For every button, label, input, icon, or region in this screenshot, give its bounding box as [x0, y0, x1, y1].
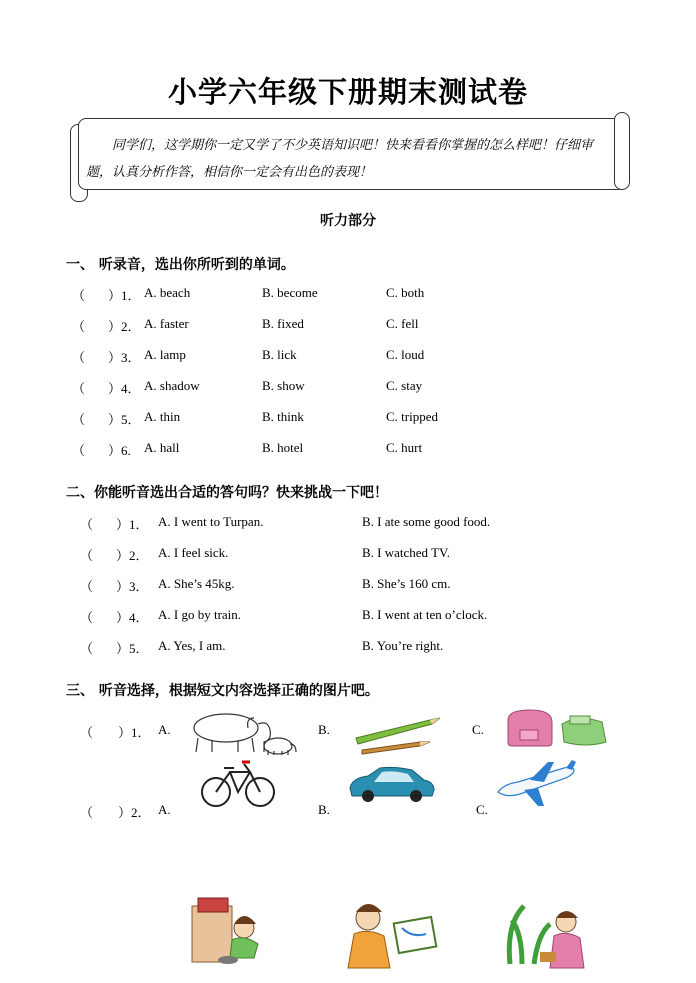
answer-bracket[interactable]: （ — [72, 412, 86, 427]
scroll-curl-right — [614, 112, 630, 190]
question-row — [80, 514, 680, 534]
item-number: ）1． — [116, 517, 149, 532]
option-a: A. beach — [144, 285, 191, 300]
bags-icon — [502, 708, 608, 748]
option-a: A. — [158, 802, 171, 817]
section-3-heading: 三、 听音选择，根据短文内容选择正确的图片吧。 — [66, 683, 379, 699]
item-number: ）2． — [116, 548, 149, 563]
section-2-heading: 二、你能听音选出合适的答句吗？快来挑战一下吧！ — [66, 485, 388, 501]
option-b: B. I watched TV. — [362, 545, 450, 560]
answer-bracket[interactable]: （ — [72, 350, 86, 365]
answer-bracket[interactable]: （ — [80, 610, 94, 625]
option-a: A. faster — [144, 316, 189, 331]
answer-bracket[interactable]: （ — [72, 381, 86, 396]
item-number: ）4． — [108, 381, 141, 396]
question-row — [72, 378, 672, 398]
section-3-row-2 — [80, 802, 680, 822]
item-number: ）2． — [108, 319, 141, 334]
question-row — [72, 347, 672, 367]
option-b: B. become — [262, 285, 318, 300]
item-number: ）3． — [116, 579, 149, 594]
item-number: ）6. — [108, 443, 131, 458]
question-row — [80, 576, 680, 596]
item-number: ）5． — [108, 412, 141, 427]
option-b: B. show — [262, 378, 305, 393]
listening-part-title: 听力部分 — [320, 213, 376, 229]
option-b: B. lick — [262, 347, 297, 362]
pencils-icon — [352, 712, 444, 756]
question-row — [80, 638, 680, 658]
option-a: A. thin — [144, 409, 181, 424]
answer-bracket[interactable]: （ — [80, 805, 94, 820]
option-b: B. I went at ten o’clock. — [362, 607, 488, 622]
answer-bracket[interactable]: （ — [80, 725, 94, 740]
answer-bracket[interactable]: （ — [72, 443, 86, 458]
option-c: C. both — [386, 285, 425, 300]
option-c: C. — [476, 802, 488, 817]
question-row — [80, 607, 680, 627]
page-title: 小学六年级下册期末测试卷 — [167, 75, 528, 109]
option-b: B. I ate some good food. — [362, 514, 491, 529]
bicycle-icon — [200, 756, 276, 810]
answer-bracket[interactable]: （ — [72, 319, 86, 334]
answer-bracket[interactable]: （ — [80, 641, 94, 656]
option-a: A. lamp — [144, 347, 186, 362]
item-number: ）3． — [108, 350, 141, 365]
option-b: B. fixed — [262, 316, 304, 331]
option-b: B. You’re right. — [362, 638, 444, 653]
question-row — [80, 545, 680, 565]
girl-cleaning-icon — [188, 896, 278, 968]
option-a: A. She’s 45kg. — [158, 576, 235, 591]
section-1-heading: 一、 听录音，选出你所听到的单词。 — [66, 257, 295, 273]
item-number: ）5． — [116, 641, 149, 656]
option-b: B. — [318, 722, 330, 737]
item-number: ）1． — [118, 725, 151, 740]
question-row — [72, 316, 672, 336]
option-b: B. She’s 160 cm. — [362, 576, 451, 591]
item-number: ）4． — [116, 610, 149, 625]
option-b: B. hotel — [262, 440, 304, 455]
elephant-icon — [178, 708, 300, 756]
answer-bracket[interactable]: （ — [80, 548, 94, 563]
girl-watering-icon — [500, 904, 600, 970]
option-a: A. I feel sick. — [158, 545, 229, 560]
option-c: C. hurt — [386, 440, 423, 455]
option-c: C. — [472, 722, 484, 737]
option-a: A. hall — [144, 440, 180, 455]
answer-bracket[interactable]: （ — [80, 517, 94, 532]
option-a: A. I went to Turpan. — [158, 514, 264, 529]
option-a: A. Yes, I am. — [158, 638, 226, 653]
option-a: A. I go by train. — [158, 607, 242, 622]
question-row — [72, 285, 672, 305]
option-b: B. — [318, 802, 330, 817]
option-c: C. fell — [386, 316, 419, 331]
option-a: A. — [158, 722, 171, 737]
option-a: A. shadow — [144, 378, 200, 393]
option-c: C. loud — [386, 347, 425, 362]
car-icon — [344, 764, 438, 802]
question-row — [72, 440, 672, 460]
intro-text: 同学们，这学期你一定又学了不少英语知识吧！快来看看你掌握的怎么样吧！仔细审题，认真分析作答，相信你一定会有出色的表现！ — [86, 138, 594, 180]
answer-bracket[interactable]: （ — [72, 288, 86, 303]
question-row — [72, 409, 672, 429]
answer-bracket[interactable]: （ — [80, 579, 94, 594]
item-number: ）1． — [108, 288, 141, 303]
airplane-icon — [494, 758, 578, 808]
girl-painting-icon — [340, 898, 440, 972]
option-c: C. stay — [386, 378, 423, 393]
option-c: C. tripped — [386, 409, 438, 424]
option-b: B. think — [262, 409, 304, 424]
item-number: ）2． — [118, 805, 151, 820]
